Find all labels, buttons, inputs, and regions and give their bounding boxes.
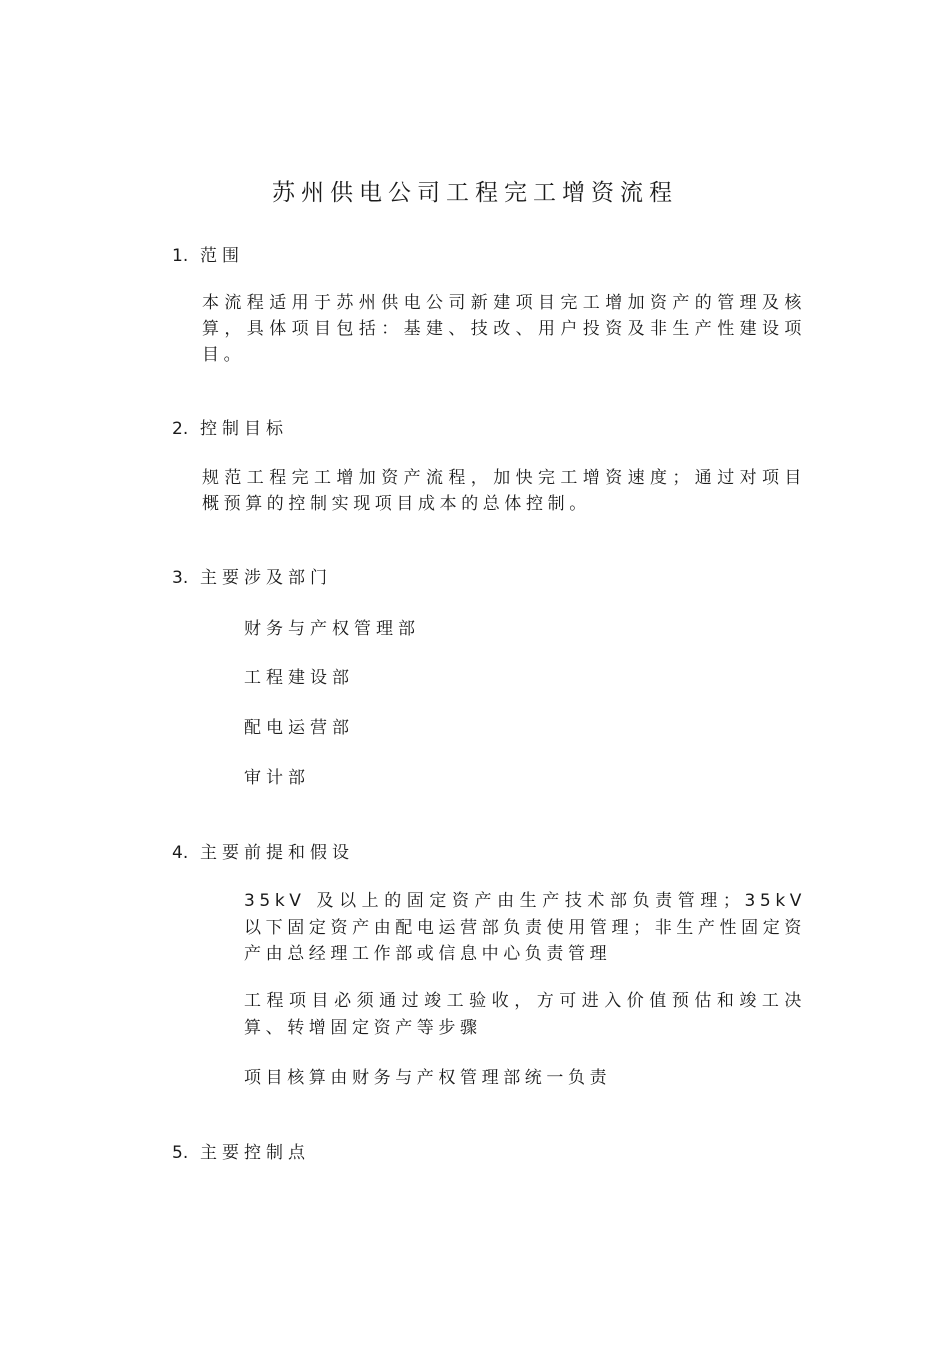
department-item: 财务与产权管理部 xyxy=(244,619,420,639)
department-item: 配电运营部 xyxy=(244,718,354,738)
section-title: 主要前提和假设 xyxy=(200,843,354,863)
section-number: 5. xyxy=(172,1143,189,1163)
section-title: 主要控制点 xyxy=(200,1143,310,1163)
section-heading-assumptions xyxy=(172,840,354,866)
section-heading-key-controls xyxy=(172,1140,310,1166)
department-item: 工程建设部 xyxy=(244,668,354,688)
section-title: 控制目标 xyxy=(200,419,288,439)
section-number: 3. xyxy=(172,568,189,588)
section-number: 2. xyxy=(172,419,189,439)
section-heading-control-objective xyxy=(172,416,288,442)
scope-paragraph: 本流程适用于苏州供电公司新建项目完工增加资产的管理及核算，具体项目包括：基建、技改、用户投资及非生产性建设项目。 xyxy=(202,293,806,365)
section-title: 主要涉及部门 xyxy=(200,568,332,588)
assumption-item: 35kV 及以上的固定资产由生产技术部负责管理；35kV 以下固定资产由配电运营部负责使用管理；非生产性固定资产由总经理工作部或信息中心负责管理 xyxy=(244,891,806,964)
control-objective-paragraph: 规范工程完工增加资产流程，加快完工增资速度；通过对项目概预算的控制实现项目成本的总体控制。 xyxy=(202,468,806,514)
section-heading-scope xyxy=(172,243,244,269)
assumption-item: 工程项目必须通过竣工验收，方可进入价值预估和竣工决算、转增固定资产等步骤 xyxy=(244,991,806,1038)
document-title: 苏州供电公司工程完工增资流程 xyxy=(272,180,678,206)
assumption-item: 项目核算由财务与产权管理部统一负责 xyxy=(244,1068,612,1088)
section-number: 4. xyxy=(172,843,189,863)
department-item: 审计部 xyxy=(244,768,310,788)
section-number: 1. xyxy=(172,246,189,266)
section-heading-departments xyxy=(172,565,332,591)
section-title: 范围 xyxy=(200,246,244,266)
